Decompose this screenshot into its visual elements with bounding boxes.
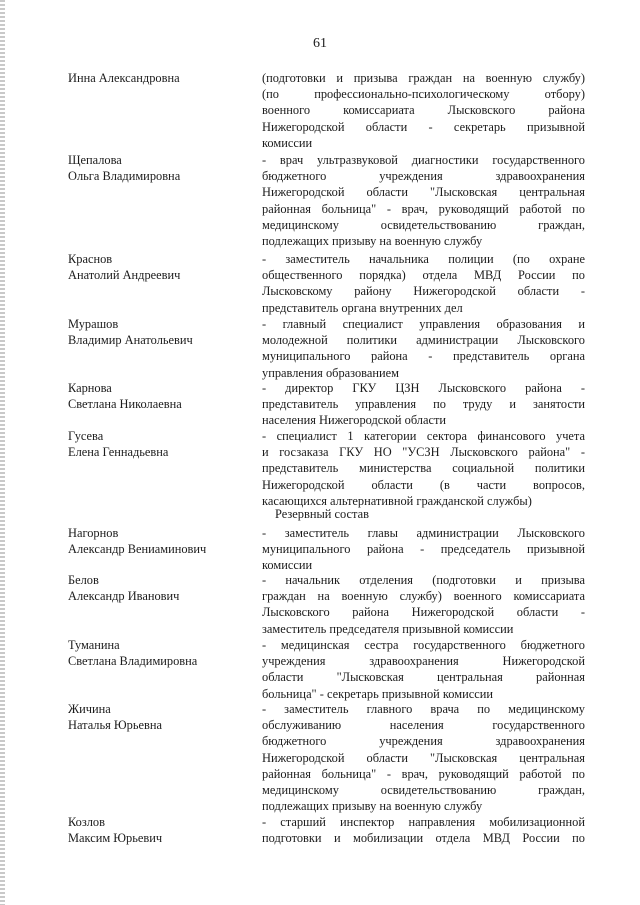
member-name [68, 152, 253, 184]
member-position [262, 152, 585, 249]
position-line: Нижегородской области "Лысковская центральная [262, 750, 585, 765]
member-position [262, 637, 585, 702]
member-name-line: Мурашов [68, 317, 119, 331]
position-line: медицинскому освидетельствованию граждан, [262, 217, 585, 232]
position-line: комиссии [262, 558, 313, 573]
position-line: представитель органа внутренних дел [262, 300, 463, 315]
position-line: - медицинская сестра государственного бюджетного [262, 638, 585, 652]
member-name-line: Елена Геннадьевна [68, 445, 169, 460]
member-position [262, 428, 585, 509]
member-name-line: Светлана Николаевна [68, 397, 182, 412]
member-name-line: Белов [68, 573, 99, 587]
member-name-line: Светлана Владимировна [68, 654, 198, 669]
member-name [68, 572, 253, 604]
member-name-line: Ольга Владимировна [68, 169, 181, 184]
position-line: подготовки и мобилизации отдела МВД России по [262, 831, 585, 846]
position-line: - главный специалист управления образования и [262, 317, 585, 331]
position-line: Лысковского района Нижегородской области - [262, 605, 585, 620]
member-name-line: Жичина [68, 702, 111, 716]
member-name [68, 814, 253, 846]
member-name [68, 70, 253, 86]
member-name-line: Туманина [68, 638, 120, 652]
member-name-line: Максим Юрьевич [68, 831, 163, 846]
position-line: подлежащих призыву на военную службу [262, 799, 483, 814]
position-line: касающихся альтернативной гражданской службы) [262, 493, 532, 508]
position-line: Нижегородской области (в части вопросов, [262, 477, 585, 492]
position-line: общественного порядка) отдела МВД России по [262, 268, 585, 283]
reserve-section-heading: Резервный состав [275, 507, 369, 521]
position-line: населения Нижегородской области [262, 413, 447, 428]
position-line: Лысковскому району Нижегородской области - [262, 284, 585, 299]
position-line: больница" - секретарь призывной комиссии [262, 686, 493, 701]
position-line: муниципального района - председатель призывной [262, 542, 585, 557]
member-name-line: Карнова [68, 381, 112, 395]
member-name-line: Щепалова [68, 153, 122, 167]
member-position [262, 380, 585, 429]
position-line: обслуживанию населения государственного [262, 718, 585, 733]
member-position [262, 70, 585, 151]
member-position [262, 316, 585, 381]
member-name [68, 380, 253, 412]
member-name [68, 428, 253, 460]
position-line: - заместитель главного врача по медицинскому [262, 702, 585, 716]
member-name-line: Гусева [68, 429, 104, 443]
position-line: районная больница" - врач, руководящий работой по [262, 201, 585, 216]
member-name [68, 637, 253, 669]
member-name-line: Козлов [68, 815, 105, 829]
member-name-line: Александр Иванович [68, 589, 180, 604]
member-name-line: Александр Вениаминович [68, 542, 207, 557]
position-line: медицинскому освидетельствованию граждан, [262, 782, 585, 797]
position-line: молодежной политики администрации Лысковского [262, 333, 585, 348]
member-position [262, 701, 585, 814]
position-line: - старший инспектор направления мобилизационной [262, 815, 585, 829]
member-name [68, 525, 253, 557]
position-line: Нижегородской области "Лысковская центральная [262, 185, 585, 200]
position-line: (подготовки и призыва граждан на военную службу) [262, 71, 585, 85]
position-line: подлежащих призыву на военную службу [262, 233, 483, 248]
member-position [262, 525, 585, 574]
position-line: - врач ультразвуковой диагностики государственного [262, 153, 585, 167]
member-position [262, 251, 585, 316]
position-line: районная больница" - врач, руководящий работой по [262, 766, 585, 781]
position-line: (по профессионально-психологическому отбору) [262, 87, 585, 102]
member-position [262, 572, 585, 637]
position-line: учреждения здравоохранения Нижегородской [262, 654, 585, 669]
position-line: области "Лысковская центральная районная [262, 670, 585, 685]
position-line: граждан на военную службу) военного комиссариата [262, 589, 585, 604]
member-name-line: Краснов [68, 252, 113, 266]
member-name-line: Владимир Анатольевич [68, 333, 193, 348]
position-line: комиссии [262, 135, 313, 150]
member-name [68, 701, 253, 733]
member-name-line: Инна Александровна [68, 71, 180, 85]
position-line: - заместитель начальника полиции (по охране [262, 252, 585, 266]
position-line: бюджетного учреждения здравоохранения [262, 734, 585, 749]
position-line: Нижегородской области - секретарь призывной [262, 119, 585, 134]
position-line: - директор ГКУ ЦЗН Лысковского района - [262, 381, 585, 395]
position-line: и госзаказа ГКУ НО "УСЗН Лысковского района" - [262, 445, 585, 460]
position-line: муниципального района - представитель органа [262, 349, 585, 364]
position-line: управления образованием [262, 365, 399, 380]
member-name-line: Анатолий Андреевич [68, 268, 181, 283]
position-line: заместитель председателя призывной комиссии [262, 621, 514, 636]
member-position [262, 814, 585, 846]
position-line: - начальник отделения (подготовки и призыва [262, 573, 585, 587]
member-name-line: Наталья Юрьевна [68, 718, 162, 733]
member-name [68, 251, 253, 283]
page-number: 61 [313, 36, 327, 51]
position-line: бюджетного учреждения здравоохранения [262, 169, 585, 184]
member-name [68, 316, 253, 348]
position-line: представитель министерства социальной политики [262, 461, 585, 476]
position-line: представитель управления по труду и занятости [262, 397, 585, 412]
position-line: военного комиссариата Лысковского района [262, 103, 585, 118]
position-line: - заместитель главы администрации Лысковского [262, 526, 585, 540]
position-line: - специалист 1 категории сектора финансового учета [262, 429, 585, 443]
member-name-line: Нагорнов [68, 526, 119, 540]
